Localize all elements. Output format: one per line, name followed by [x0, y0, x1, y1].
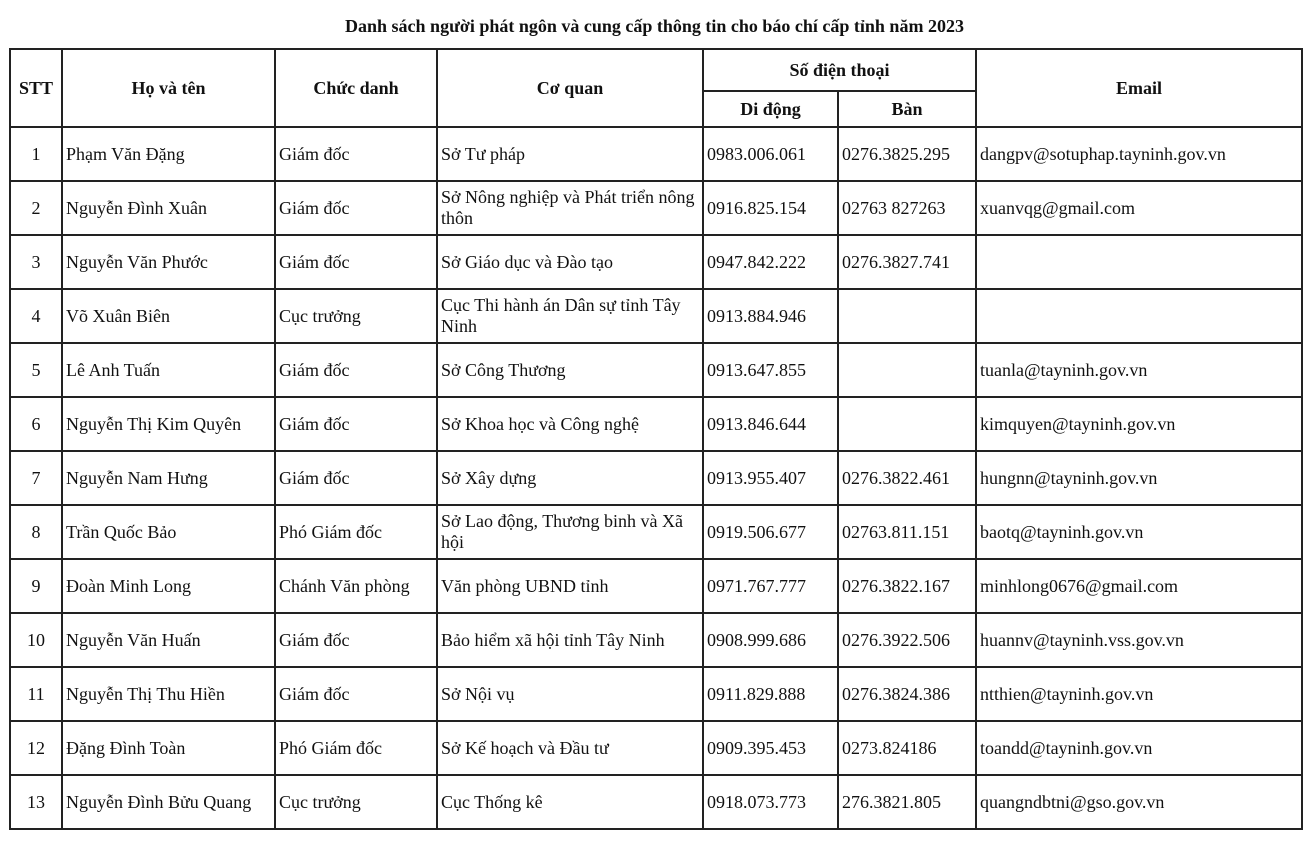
cell-stt: 10	[10, 613, 62, 667]
cell-mobile: 0919.506.677	[703, 505, 838, 559]
cell-email: hungnn@tayninh.gov.vn	[976, 451, 1302, 505]
cell-stt: 1	[10, 127, 62, 181]
cell-email	[976, 235, 1302, 289]
cell-stt: 4	[10, 289, 62, 343]
cell-desk: 02763.811.151	[838, 505, 976, 559]
cell-name: Nguyễn Văn Huấn	[62, 613, 275, 667]
cell-email: huannv@tayninh.vss.gov.vn	[976, 613, 1302, 667]
table-row	[10, 559, 1302, 613]
table-row	[10, 451, 1302, 505]
cell-email: ntthien@tayninh.gov.vn	[976, 667, 1302, 721]
table-row	[10, 181, 1302, 235]
table-row	[10, 397, 1302, 451]
cell-stt: 5	[10, 343, 62, 397]
header-desk: Bàn	[838, 91, 976, 127]
cell-email: toandd@tayninh.gov.vn	[976, 721, 1302, 775]
cell-position: Giám đốc	[275, 235, 437, 289]
table-row	[10, 127, 1302, 181]
cell-desk: 0276.3922.506	[838, 613, 976, 667]
cell-email: kimquyen@tayninh.gov.vn	[976, 397, 1302, 451]
table-row	[10, 289, 1302, 343]
table-row	[10, 667, 1302, 721]
cell-mobile: 0913.647.855	[703, 343, 838, 397]
cell-desk: 0276.3822.167	[838, 559, 976, 613]
cell-mobile: 0918.073.773	[703, 775, 838, 829]
cell-mobile: 0947.842.222	[703, 235, 838, 289]
cell-position: Chánh Văn phòng	[275, 559, 437, 613]
cell-mobile: 0908.999.686	[703, 613, 838, 667]
cell-position: Cục trưởng	[275, 775, 437, 829]
cell-agency: Sở Khoa học và Công nghệ	[437, 397, 703, 451]
cell-position: Giám đốc	[275, 451, 437, 505]
cell-position: Phó Giám đốc	[275, 721, 437, 775]
cell-agency: Sở Kế hoạch và Đầu tư	[437, 721, 703, 775]
cell-position: Giám đốc	[275, 667, 437, 721]
cell-name: Nguyễn Nam Hưng	[62, 451, 275, 505]
cell-agency: Sở Nội vụ	[437, 667, 703, 721]
cell-name: Trần Quốc Bảo	[62, 505, 275, 559]
header-name: Họ và tên	[62, 49, 275, 127]
cell-email: minhlong0676@gmail.com	[976, 559, 1302, 613]
cell-stt: 9	[10, 559, 62, 613]
spokesperson-table	[9, 48, 1303, 830]
cell-stt: 13	[10, 775, 62, 829]
table-row	[10, 775, 1302, 829]
cell-agency: Sở Nông nghiệp và Phát triển nông thôn	[437, 181, 703, 235]
cell-mobile: 0971.767.777	[703, 559, 838, 613]
cell-name: Võ Xuân Biên	[62, 289, 275, 343]
cell-stt: 2	[10, 181, 62, 235]
cell-agency: Sở Tư pháp	[437, 127, 703, 181]
cell-stt: 7	[10, 451, 62, 505]
cell-position: Cục trưởng	[275, 289, 437, 343]
cell-mobile: 0913.955.407	[703, 451, 838, 505]
header-agency: Cơ quan	[437, 49, 703, 127]
cell-desk	[838, 289, 976, 343]
cell-position: Phó Giám đốc	[275, 505, 437, 559]
cell-name: Lê Anh Tuấn	[62, 343, 275, 397]
cell-mobile: 0909.395.453	[703, 721, 838, 775]
table-row	[10, 613, 1302, 667]
cell-desk: 02763 827263	[838, 181, 976, 235]
cell-email: dangpv@sotuphap.tayninh.gov.vn	[976, 127, 1302, 181]
page-title: Danh sách người phát ngôn và cung cấp thông tin cho báo chí cấp tỉnh năm 2023	[345, 16, 964, 36]
cell-name: Nguyễn Văn Phước	[62, 235, 275, 289]
header-mobile: Di động	[703, 91, 838, 127]
table-row	[10, 235, 1302, 289]
cell-email: quangndbtni@gso.gov.vn	[976, 775, 1302, 829]
cell-desk: 0276.3822.461	[838, 451, 976, 505]
cell-desk: 0276.3825.295	[838, 127, 976, 181]
cell-mobile: 0911.829.888	[703, 667, 838, 721]
cell-name: Nguyễn Thị Thu Hiền	[62, 667, 275, 721]
cell-name: Nguyễn Đình Xuân	[62, 181, 275, 235]
cell-position: Giám đốc	[275, 397, 437, 451]
cell-desk	[838, 397, 976, 451]
table-header	[10, 49, 1302, 127]
cell-email: baotq@tayninh.gov.vn	[976, 505, 1302, 559]
cell-desk: 276.3821.805	[838, 775, 976, 829]
cell-stt: 3	[10, 235, 62, 289]
cell-desk: 0276.3824.386	[838, 667, 976, 721]
cell-agency: Cục Thống kê	[437, 775, 703, 829]
cell-name: Đặng Đình Toàn	[62, 721, 275, 775]
table-row	[10, 505, 1302, 559]
cell-name: Nguyễn Đình Bửu Quang	[62, 775, 275, 829]
cell-desk	[838, 343, 976, 397]
cell-stt: 8	[10, 505, 62, 559]
table-body	[10, 127, 1302, 829]
cell-agency: Bảo hiểm xã hội tỉnh Tây Ninh	[437, 613, 703, 667]
cell-position: Giám đốc	[275, 343, 437, 397]
cell-position: Giám đốc	[275, 127, 437, 181]
cell-position: Giám đốc	[275, 181, 437, 235]
cell-agency: Văn phòng UBND tỉnh	[437, 559, 703, 613]
cell-stt: 6	[10, 397, 62, 451]
cell-mobile: 0983.006.061	[703, 127, 838, 181]
header-email: Email	[976, 49, 1302, 127]
cell-agency: Sở Công Thương	[437, 343, 703, 397]
cell-name: Đoàn Minh Long	[62, 559, 275, 613]
cell-stt: 12	[10, 721, 62, 775]
header-phone: Số điện thoại	[703, 49, 976, 91]
cell-desk: 0276.3827.741	[838, 235, 976, 289]
cell-agency: Sở Lao động, Thương binh và Xã hội	[437, 505, 703, 559]
header-stt: STT	[10, 49, 62, 127]
cell-email: xuanvqg@gmail.com	[976, 181, 1302, 235]
table-row	[10, 343, 1302, 397]
cell-position: Giám đốc	[275, 613, 437, 667]
cell-mobile: 0913.846.644	[703, 397, 838, 451]
cell-email	[976, 289, 1302, 343]
cell-agency: Sở Giáo dục và Đào tạo	[437, 235, 703, 289]
cell-name: Nguyễn Thị Kim Quyên	[62, 397, 275, 451]
cell-agency: Cục Thi hành án Dân sự tỉnh Tây Ninh	[437, 289, 703, 343]
cell-mobile: 0916.825.154	[703, 181, 838, 235]
cell-email: tuanla@tayninh.gov.vn	[976, 343, 1302, 397]
table-row	[10, 721, 1302, 775]
cell-mobile: 0913.884.946	[703, 289, 838, 343]
cell-name: Phạm Văn Đặng	[62, 127, 275, 181]
cell-desk: 0273.824186	[838, 721, 976, 775]
header-position: Chức danh	[275, 49, 437, 127]
cell-stt: 11	[10, 667, 62, 721]
cell-agency: Sở Xây dựng	[437, 451, 703, 505]
